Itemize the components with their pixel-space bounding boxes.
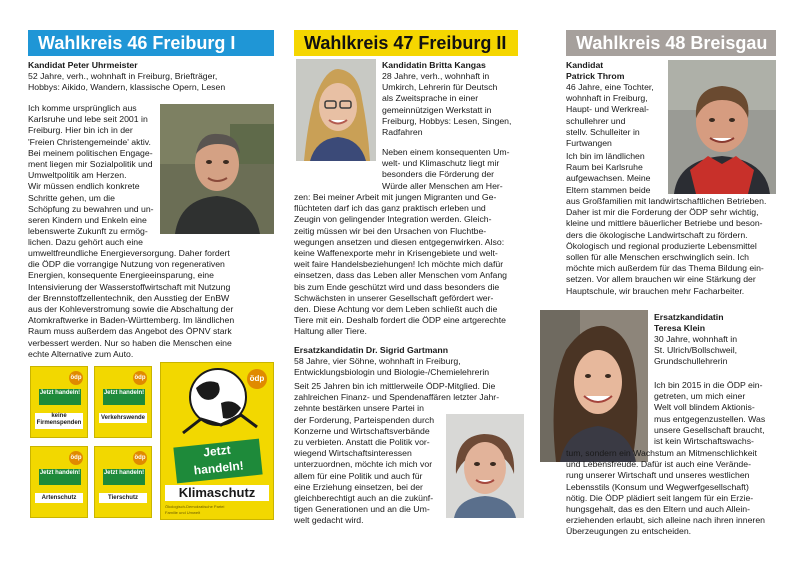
- photo-teresa-klein: [540, 310, 648, 462]
- candidate-name-throm-line1: Kandidat: [566, 60, 604, 70]
- header-wahlkreis-47: Wahlkreis 47 Freiburg II: [294, 30, 518, 56]
- flyer-big-sign: [173, 439, 262, 484]
- ersatz-name-klein-line1: Ersatzkandidatin: [654, 312, 724, 322]
- candidate-text-uhrmeister-narrow: Ich komme ursprünglich aus Karlsruhe und lebe seit 2001 in Freiburg. Hier bin ich in der 'Freien Christengemeinde' aktiv. Bei meinem politischen Engage- ment liegen mir Sozialpolitik und Umweltpolitik am Herzen. Wir müssen endlich konkrete Schritte gehen, um die Schöpfung zu bewahren und un- seren Kindern und Enkeln eine lebenswerte Zukunft zu ermög- lichen. Dazu gehört auch eine: [28, 103, 154, 248]
- flyer-label: keine Firmenspenden: [35, 413, 83, 429]
- oedp-logo-icon: ödp: [69, 371, 83, 385]
- photo-sigrid-gartmann: [446, 414, 524, 518]
- candidate-text-throm-wide: aus Großfamilien mit landwirtschaftlichen Betrieben. Daher ist mir die Forderung der ÖDP sehr wichtig, kleine und mittlere bäuerlicher Betriebe und beson- ders die ökologische Landwirtschaft zu fördern. Ökologisch und regional produzierte Lebensmittel sollen für alle Menschen erschwinglich sein. Ich möchte mich außerdem für das Thema Bildung ein- setzen. Vor allem brauchen wir eine Stärkung der Hauptschule, wir brauchen mehr Facharbeiter.: [566, 196, 767, 296]
- flyer-big-footer2: Familie und Umwelt: [165, 510, 201, 515]
- ersatz-text-gartmann: Seit 25 Jahren bin ich mittlerweile ÖDP-Mitglied. Die zahlreichen Finanz- und Spendenaffären letzter Jahr- zehnte bestärken unsere Partei in der Forderung, Parteispenden durch Konzerne und Wirtschaftsverbände zu verbieten. Anstatt die Politik vor- wiegend Wirtschaftsinteressen unterzuordnen, möchte ich mich vor allem für eine Politik und auch für eine Erziehung einsetzen, bei der gleichberechtigt auch an die zukünf- tigen Generationen und an die Um- welt gedacht wird.: [294, 381, 500, 526]
- candidate-text-kangas-wide: zen: Bei meiner Arbeit mit jungen Migranten und Ge- flüchteten darf ich das ganz praktisch erleben und Zeugin von gelingender Integration werden. Gleich- zeitig müssen wir bei den Ursachen von Fluchtbe- wegungen ansetzen und diesen entgegenwirken. Also: keine Waffenexporte mehr in Krisengebiete und welt- weit faire Handelsbeziehungen! Ich möchte mich dafür einsetzen, dass das Leben aller Menschen vom Anfang bis zum Ende geschützt wird und dass besonders die Schwächsten in unserer Gesellschaft gefördert wer- den. Diese Achtung vor dem Leben schließt auch die Tiere mit ein. Deshalb fordert die ÖDP eine artgerechte Haltung aller Tiere.: [294, 192, 507, 337]
- flyer-tierschutz: [94, 446, 152, 518]
- flyer-sign: Jetzt handeln!: [39, 469, 81, 485]
- flyer-sign: Jetzt handeln!: [103, 389, 145, 405]
- oedp-logo-icon: ödp: [69, 451, 83, 465]
- oedp-logo-icon: ödp: [247, 369, 267, 389]
- candidate-name-throm-line2: Patrick Throm: [566, 71, 625, 81]
- ersatz-text-klein-narrow: Ich bin 2015 in die ÖDP ein- getreten, um mich einer Welt voll blindem Aktionis- mus entgegenzustellen. Was unsere Gesellschaft braucht, ist kein Wirtschaftswachs-: [654, 380, 766, 447]
- ersatz-bio-gartmann: 58 Jahre, vier Söhne, wohnhaft in Freiburg, Entwicklungsbiologin und Biologie-/Chemielehrerin: [294, 356, 490, 378]
- flyer-big-sign-line1: Jetzt: [202, 442, 232, 460]
- flyer-sign: Jetzt handeln!: [103, 469, 145, 485]
- candidate-name-uhrmeister: Kandidat Peter Uhrmeister: [28, 60, 138, 70]
- flyer-big-sign-line2: handeln!: [193, 458, 245, 478]
- oedp-logo-icon: ödp: [133, 451, 147, 465]
- flyer-artenschutz: [30, 446, 88, 518]
- header-wahlkreis-46: Wahlkreis 46 Freiburg I: [28, 30, 274, 56]
- ersatz-bio-klein: 30 Jahre, wohnhaft in St. Ulrich/Bollschweil, Grundschullehrerin: [654, 334, 738, 367]
- header-wahlkreis-48: Wahlkreis 48 Breisgau: [566, 30, 776, 56]
- photo-patrick-throm: [668, 60, 776, 194]
- flyer-label: Verkehrswende: [100, 415, 146, 421]
- candidate-bio-uhrmeister: 52 Jahre, verh., wohnhaft in Freiburg, Briefträger, Hobbys: Aikido, Wandern, klassische Opern, Lesen: [28, 71, 226, 93]
- candidate-text-uhrmeister-wide: umweltfreundliche Energieversorgung. Daher fordert die ÖDP die vorrangige Nutzung von regenerativen Energien, konsequente Energieeinsparung, eine Intensivierung der Wasserstoffwirtschaft mit Nutzung der Brennstoffzellentechnik, den Ausstieg der EnBW aus der Kohleverstromung sowie die Abschaltung der Atomkraftwerke in Baden-Württemberg. Im ländlichen Raum muss außerdem das Angebot des ÖPNV stark verbessert werden. Nur so haben die Menschen eine echte Alternative zum Auto.: [28, 248, 235, 359]
- candidate-bio-throm: 46 Jahre, eine Tochter, wohnhaft in Freiburg, Haupt- und Werkreal- schullehrer und stellv. Schulleiter in Furtwangen: [566, 82, 654, 149]
- flyer-klimaschutz: [160, 362, 274, 520]
- flyer-verkehrswende: [94, 366, 152, 438]
- ersatz-name-klein-line2: Teresa Klein: [654, 323, 706, 333]
- candidate-text-throm-narrow: Ich bin im ländlichen Raum bei Karlsruhe aufgewachsen. Meine Eltern stammen beide: [566, 151, 651, 195]
- photo-peter-uhrmeister: [160, 104, 274, 234]
- flyer-big-footer1: Ökologisch-Demokratische Partei: [165, 504, 225, 509]
- candidate-bio-kangas: 28 Jahre, verh., wohnhaft in Umkirch, Lehrerin für Deutsch als Zweitsprache in einer gemeinnützigen Werkstatt in Freiburg, Hobbys: Lesen, Singen, Radfahren: [382, 71, 512, 138]
- candidate-text-kangas-narrow: Neben einem konsequenten Um- welt- und Klimaschutz liegt mir besonders die Förderung der Würde aller Menschen am Her-: [382, 147, 510, 191]
- photo-britta-kangas: [296, 59, 376, 161]
- flyer-firmenspenden: [30, 366, 88, 438]
- flyer-sign: Jetzt handeln!: [39, 389, 81, 405]
- flyer-big-label: Klimaschutz: [165, 485, 269, 501]
- candidate-name-kangas: Kandidatin Britta Kangas: [382, 60, 486, 70]
- ersatz-text-klein-wide: tum, sondern ein Wachstum an Mitmenschlichkeit und Lebensfreude. Dafür ist auch eine Verände- rung unserer Wirtschaft und unseres westlichen Lebensstils (Konsum und Wegwerfgesellschaft) nötig. Die ÖDP plädiert seit langem für ein Erzie- hungsgehalt, das es den Eltern und auch Allein- erziehenden erlaubt, sich alleine nach ihren inneren Überzeugungen zu entscheiden.: [566, 448, 765, 537]
- flyer-label: Artenschutz: [35, 493, 83, 503]
- ersatz-name-gartmann: Ersatzkandidatin Dr. Sigrid Gartmann: [294, 345, 448, 355]
- flyer-label: Tierschutz: [99, 493, 147, 503]
- oedp-logo-icon: ödp: [133, 371, 147, 385]
